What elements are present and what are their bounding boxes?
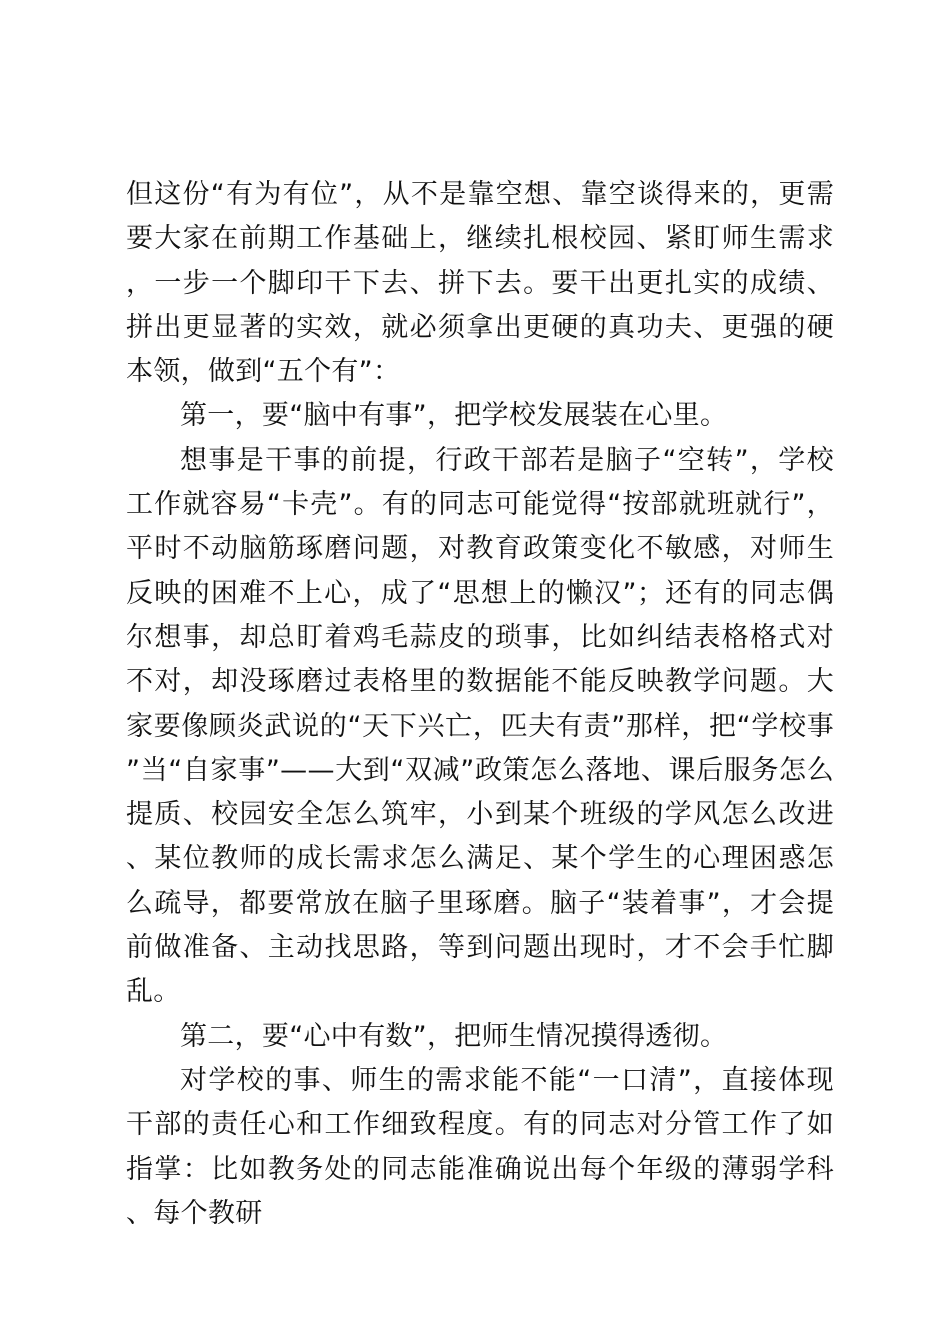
paragraph-first-body: 想事是干事的前提，行政干部若是脑子“空转”，学校工作就容易“卡壳”。有的同志可能觉得“按部就班就行”，平时不动脑筋琢磨问题，对教育政策变化不敏感，对师生反映的困难不上心，成了“思想上的懒汉”；还有的同志偶尔想事，却总盯着鸡毛蒜皮的琐事，比如纠结表格格式对不对，却没琢磨过表格里的数据能不能反映教学问题。大家要像顾炎武说的“天下兴亡，匹夫有责”那样，把“学校事”当“自家事”——大到“双减”政策怎么落地、课后服务怎么提质、校园安全怎么筑牢，小到某个班级的学风怎么改进、某位教师的成长需求怎么满足、某个学生的心理困惑怎么疏导，都要常放在脑子里琢磨。脑子“装着事”，才会提前做准备、主动找思路，等到问题出现时，才不会手忙脚乱。 <box>126 444 834 1008</box>
paragraph-intro: 但这份“有为有位”，从不是靠空想、靠空谈得来的，更需要大家在前期工作基础上，继续扎根校园、紧盯师生需求，一步一个脚印干下去、拼下去。要干出更扎实的成绩、拼出更显著的实效，就必须拿出更硬的真功夫、更强的硬本领，做到“五个有”： <box>126 179 834 388</box>
paragraph-heading-first: 第一，要“脑中有事”，把学校发展装在心里。 <box>180 400 728 432</box>
paragraph-heading-second: 第二，要“心中有数”，把师生情况摸得透彻。 <box>180 1020 728 1052</box>
paragraph-second-body: 对学校的事、师生的需求能不能“一口清”，直接体现干部的责任心和工作细致程度。有的同志对分管工作了如指掌：比如教务处的同志能准确说出每个年级的薄弱学科、每个教研 <box>126 1064 834 1229</box>
document-body <box>126 173 834 1236</box>
